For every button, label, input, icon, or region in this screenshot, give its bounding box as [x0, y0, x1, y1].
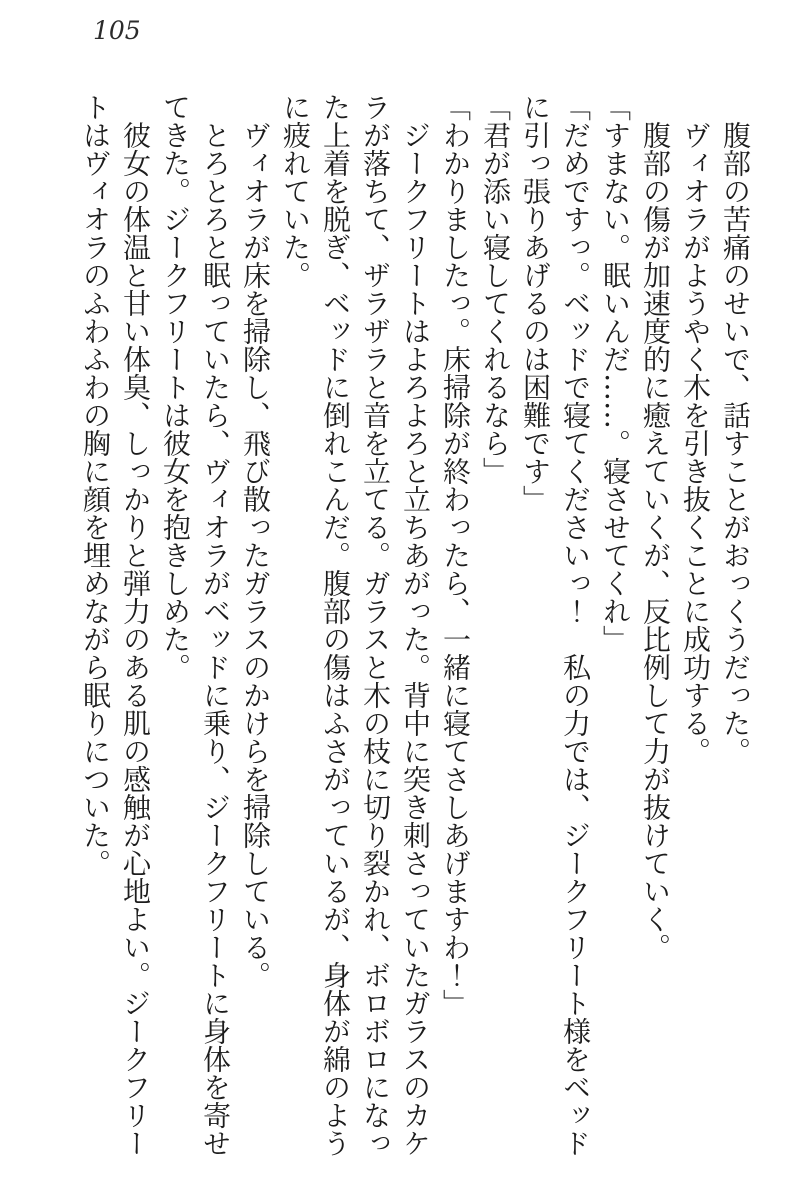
paragraph-narration-6: とろとろと眠っていたら、ヴィオラがベッドに乗り、ジークフリートに身体を寄せてきた。ジークフリートは彼女を抱きしめた。: [159, 93, 232, 1157]
page-number: 105: [93, 16, 141, 45]
paragraph-dialogue-1: 「すまない。眠いんだ……。寝させてくれ」: [599, 93, 632, 653]
paragraph-dialogue-2: 「だめですっ。ベッドで寝てくださいっ！ 私の力では、ジークフリート様をベッドに引っ張りあげるのは困難です」: [519, 93, 592, 1157]
paragraph-dialogue-3: 「君が添い寝してくれるなら」: [479, 93, 512, 485]
vertical-text-area: [75, 93, 755, 1157]
paragraph-narration-5: ヴィオラが床を掃除し、飛び散ったガラスのかけらを掃除している。: [239, 121, 272, 989]
paragraph-narration-1: 腹部の苦痛のせいで、話すことがおっくうだった。: [719, 121, 752, 765]
paragraph-dialogue-4: 「わかりましたっ。床掃除が終わったら、一緒に寝てさしあげますわ！」: [439, 93, 472, 1017]
paragraph-narration-4: ジークフリートはよろよろと立ちあがった。背中に突き刺さっていたガラスのカケラが落ちて、ザラザラと音を立てる。ガラスと木の枝に切り裂かれ、ボロボロになった上着を脱ぎ、ベッドに倒れこんだ。腹部の傷はふさがっているが、身体が綿のように疲れていた。: [279, 93, 432, 1157]
paragraph-narration-2: ヴィオラがようやく木を引き抜くことに成功する。: [679, 121, 712, 765]
paragraph-narration-7: 彼女の体温と甘い体臭、しっかりと弾力のある肌の感触が心地よい。ジークフリートはヴィオラのふわふわの胸に顔を埋めながら眠りについた。: [79, 93, 152, 1157]
paragraph-narration-3: 腹部の傷が加速度的に癒えていくが、反比例して力が抜けていく。: [639, 121, 672, 961]
